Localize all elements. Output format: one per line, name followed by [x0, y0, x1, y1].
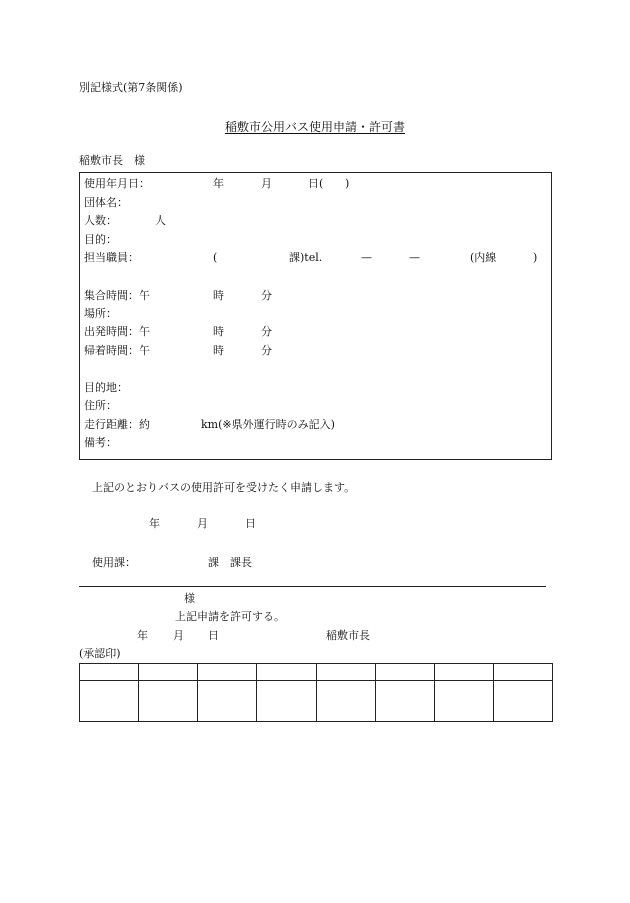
- seal-header-cell: [375, 664, 434, 681]
- approval-date-month: 月: [173, 629, 184, 642]
- approval-date-year: 年: [137, 629, 148, 642]
- seal-stamp-cell: [316, 681, 375, 722]
- form-reference: 別記様式(第7条関係): [79, 81, 183, 94]
- seal-header-cell: [316, 664, 375, 681]
- request-statement: 上記のとおりバスの使用許可を受けたく申請します。: [92, 481, 356, 494]
- departure-time-hour: 時: [213, 325, 224, 338]
- use-date-day: 日(: [308, 177, 324, 190]
- seal-header-cell: [434, 664, 493, 681]
- staff-extension-label: (内線: [470, 251, 497, 264]
- using-section-label: 使用課：: [92, 556, 136, 569]
- approval-statement: 上記申請を許可する。: [175, 610, 285, 623]
- seal-header-cell: [80, 664, 139, 681]
- seal-label: (承認印): [79, 647, 121, 660]
- seal-header-cell: [493, 664, 552, 681]
- departure-time-label: 出発時間：午: [84, 325, 150, 338]
- seal-stamp-cell: [80, 681, 139, 722]
- staff-tel-dash-1: —: [361, 251, 372, 264]
- group-name-label: 団体名：: [84, 196, 128, 209]
- use-date-year: 年: [213, 177, 224, 190]
- seal-stamp-cell: [434, 681, 493, 722]
- approval-issuer: 稲敷市長: [326, 629, 370, 642]
- return-time-label: 帰着時間：午: [84, 344, 150, 357]
- return-time-hour: 時: [213, 344, 224, 357]
- application-details-box: [79, 172, 552, 460]
- staff-paren-open: (: [213, 251, 218, 264]
- address-label: 住所：: [84, 399, 117, 412]
- staff-section-tel: 課)tel.: [289, 251, 323, 264]
- purpose-label: 目的：: [84, 233, 117, 246]
- destination-label: 目的地：: [84, 381, 128, 394]
- seal-stamp-cell: [257, 681, 316, 722]
- staff-label: 担当職員：: [84, 251, 139, 264]
- place-label: 場所：: [84, 307, 117, 320]
- request-date-year: 年: [149, 517, 160, 530]
- assembly-time-hour: 時: [213, 289, 224, 302]
- remarks-label: 備考：: [84, 436, 117, 449]
- departure-time-minute: 分: [261, 325, 272, 338]
- use-date-label: 使用年月日：: [84, 177, 150, 190]
- use-date-month: 月: [261, 177, 272, 190]
- staff-tel-dash-2: —: [409, 251, 420, 264]
- approval-date-day: 日: [208, 629, 219, 642]
- request-date-day: 日: [245, 517, 256, 530]
- seal-table-header-row: [80, 664, 553, 681]
- distance-unit-note: km(※県外運行時のみ記入): [201, 418, 335, 431]
- seal-table-stamp-row: [80, 681, 553, 722]
- seal-header-cell: [257, 664, 316, 681]
- people-count-label: 人数：: [84, 214, 117, 227]
- approval-seal-table: [79, 663, 553, 722]
- people-count-unit: 人: [155, 214, 166, 227]
- request-date-month: 月: [197, 517, 208, 530]
- use-date-weekday-close: ): [345, 177, 350, 190]
- document-title: [0, 120, 630, 134]
- assembly-time-label: 集合時間：午: [84, 289, 150, 302]
- addressee: 稲敷市長 様: [79, 154, 145, 167]
- assembly-time-minute: 分: [261, 289, 272, 302]
- section-divider: [79, 586, 546, 587]
- using-section-chief: 課 課長: [208, 556, 252, 569]
- document-title-text: 稲敷市公用バス使用申請・許可書: [224, 120, 405, 134]
- seal-stamp-cell: [198, 681, 257, 722]
- seal-stamp-cell: [493, 681, 552, 722]
- seal-stamp-cell: [375, 681, 434, 722]
- seal-header-cell: [198, 664, 257, 681]
- distance-label: 走行距離：約: [84, 418, 150, 431]
- approval-honorific: 様: [184, 592, 195, 605]
- seal-header-cell: [139, 664, 198, 681]
- staff-paren-close: ): [533, 251, 538, 264]
- return-time-minute: 分: [261, 344, 272, 357]
- seal-stamp-cell: [139, 681, 198, 722]
